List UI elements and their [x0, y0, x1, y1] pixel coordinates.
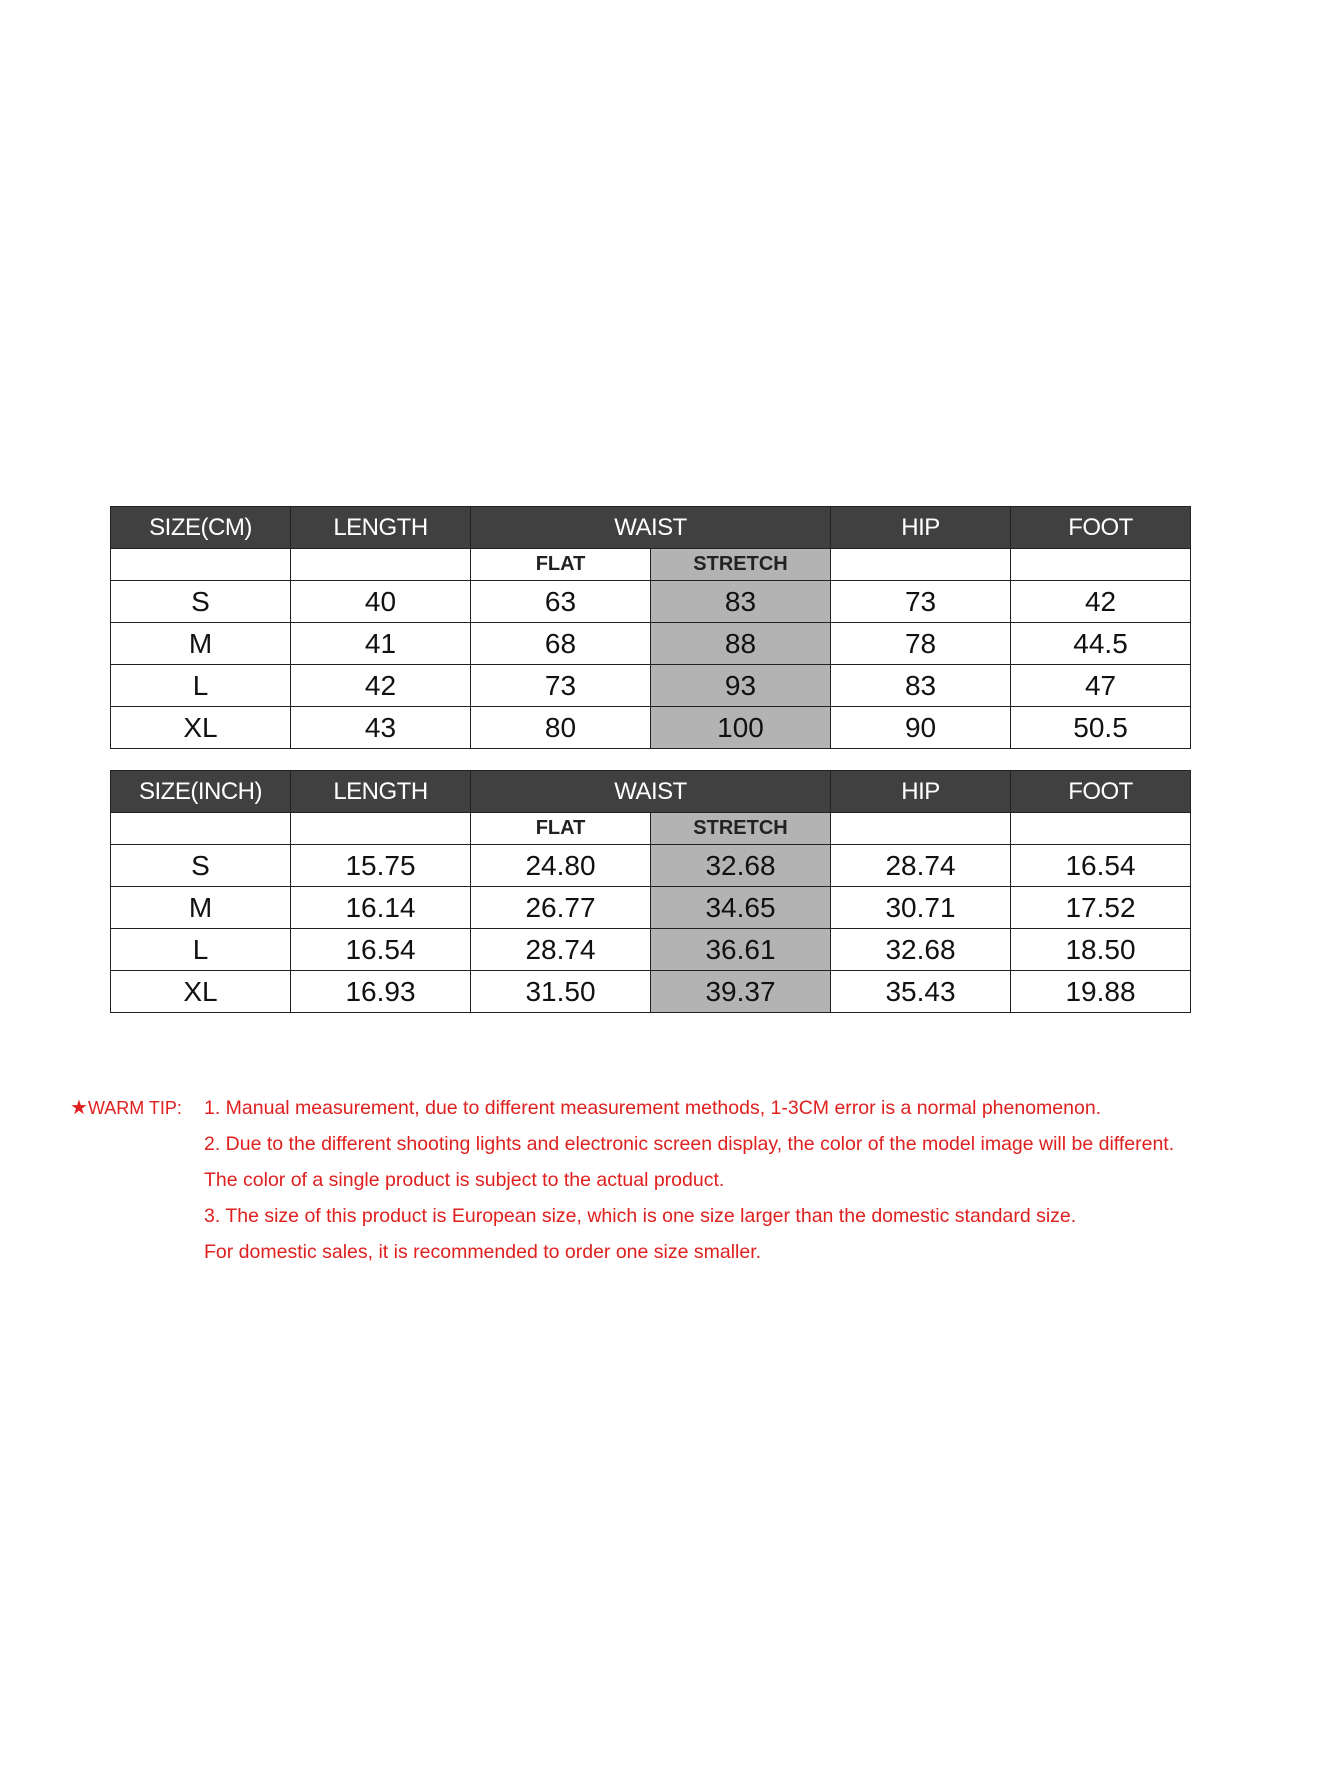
header-hip: HIP [831, 507, 1011, 549]
cell-length: 42 [291, 665, 471, 707]
cell-length: 40 [291, 581, 471, 623]
cell-hip: 30.71 [831, 887, 1011, 929]
cell-foot: 18.50 [1011, 929, 1191, 971]
warm-tip-label [70, 1090, 182, 1126]
table-header-row [111, 771, 1191, 813]
table-row [111, 623, 1191, 665]
cell-foot: 17.52 [1011, 887, 1191, 929]
cell-waist-stretch: 34.65 [651, 887, 831, 929]
tip-line: For domestic sales, it is recommended to order one size smaller. [204, 1241, 762, 1263]
subheader-stretch: STRETCH [651, 813, 831, 845]
cell-size: S [111, 845, 291, 887]
cell-waist-stretch: 93 [651, 665, 831, 707]
header-hip: HIP [831, 771, 1011, 813]
cell-length: 41 [291, 623, 471, 665]
cell-length: 16.93 [291, 971, 471, 1013]
cell-size: L [111, 929, 291, 971]
cell-hip: 78 [831, 623, 1011, 665]
cell-size: M [111, 623, 291, 665]
cell-size: XL [111, 707, 291, 749]
cell-length: 15.75 [291, 845, 471, 887]
cell-waist-flat: 63 [471, 581, 651, 623]
tip-line: 3. The size of this product is European size, which is one size larger than the domestic standard size. [204, 1205, 1077, 1227]
cell-hip: 35.43 [831, 971, 1011, 1013]
table-row [111, 971, 1191, 1013]
header-size: SIZE(INCH) [111, 771, 291, 813]
header-size: SIZE(CM) [111, 507, 291, 549]
cell-size: S [111, 581, 291, 623]
header-length: LENGTH [291, 507, 471, 549]
cell-foot: 50.5 [1011, 707, 1191, 749]
star-icon: ★ [70, 1097, 88, 1119]
cell-waist-flat: 31.50 [471, 971, 651, 1013]
cell-waist-stretch: 36.61 [651, 929, 831, 971]
cell-waist-flat: 73 [471, 665, 651, 707]
header-foot: FOOT [1011, 507, 1191, 549]
table-row [111, 845, 1191, 887]
cell-size: M [111, 887, 291, 929]
cell-hip: 83 [831, 665, 1011, 707]
cell-waist-flat: 24.80 [471, 845, 651, 887]
cell-foot: 19.88 [1011, 971, 1191, 1013]
cell-foot: 16.54 [1011, 845, 1191, 887]
cell-length: 16.54 [291, 929, 471, 971]
cell-size: XL [111, 971, 291, 1013]
cell-waist-stretch: 32.68 [651, 845, 831, 887]
cell-waist-flat: 80 [471, 707, 651, 749]
table-header-row [111, 507, 1191, 549]
subheader-stretch: STRETCH [651, 549, 831, 581]
cell-waist-flat: 26.77 [471, 887, 651, 929]
table-subheader-row [111, 549, 1191, 581]
cell-foot: 44.5 [1011, 623, 1191, 665]
table-row [111, 665, 1191, 707]
cell-waist-stretch: 100 [651, 707, 831, 749]
size-table-cm [110, 506, 1191, 749]
tip-line: The color of a single product is subject to the actual product. [204, 1169, 725, 1191]
cell-size: L [111, 665, 291, 707]
table-subheader-row [111, 813, 1191, 845]
cell-waist-stretch: 88 [651, 623, 831, 665]
header-length: LENGTH [291, 771, 471, 813]
table-row [111, 929, 1191, 971]
cell-hip: 90 [831, 707, 1011, 749]
cell-waist-stretch: 83 [651, 581, 831, 623]
cell-foot: 42 [1011, 581, 1191, 623]
tip-line: 2. Due to the different shooting lights and electronic screen display, the color of the model image will be different. [204, 1133, 1175, 1155]
cell-waist-flat: 68 [471, 623, 651, 665]
cell-waist-flat: 28.74 [471, 929, 651, 971]
subheader-flat: FLAT [471, 813, 651, 845]
header-waist: WAIST [471, 771, 831, 813]
table-row [111, 707, 1191, 749]
size-table-inch [110, 770, 1191, 1013]
cell-length: 16.14 [291, 887, 471, 929]
header-foot: FOOT [1011, 771, 1191, 813]
table-row [111, 887, 1191, 929]
cell-hip: 28.74 [831, 845, 1011, 887]
cell-length: 43 [291, 707, 471, 749]
subheader-flat: FLAT [471, 549, 651, 581]
cell-foot: 47 [1011, 665, 1191, 707]
cell-hip: 32.68 [831, 929, 1011, 971]
cell-hip: 73 [831, 581, 1011, 623]
warm-tip-label-text: WARM TIP: [87, 1098, 182, 1118]
header-waist: WAIST [471, 507, 831, 549]
table-row [111, 581, 1191, 623]
tip-line: 1. Manual measurement, due to different measurement methods, 1-3CM error is a normal phenomenon. [204, 1097, 1102, 1119]
cell-waist-stretch: 39.37 [651, 971, 831, 1013]
